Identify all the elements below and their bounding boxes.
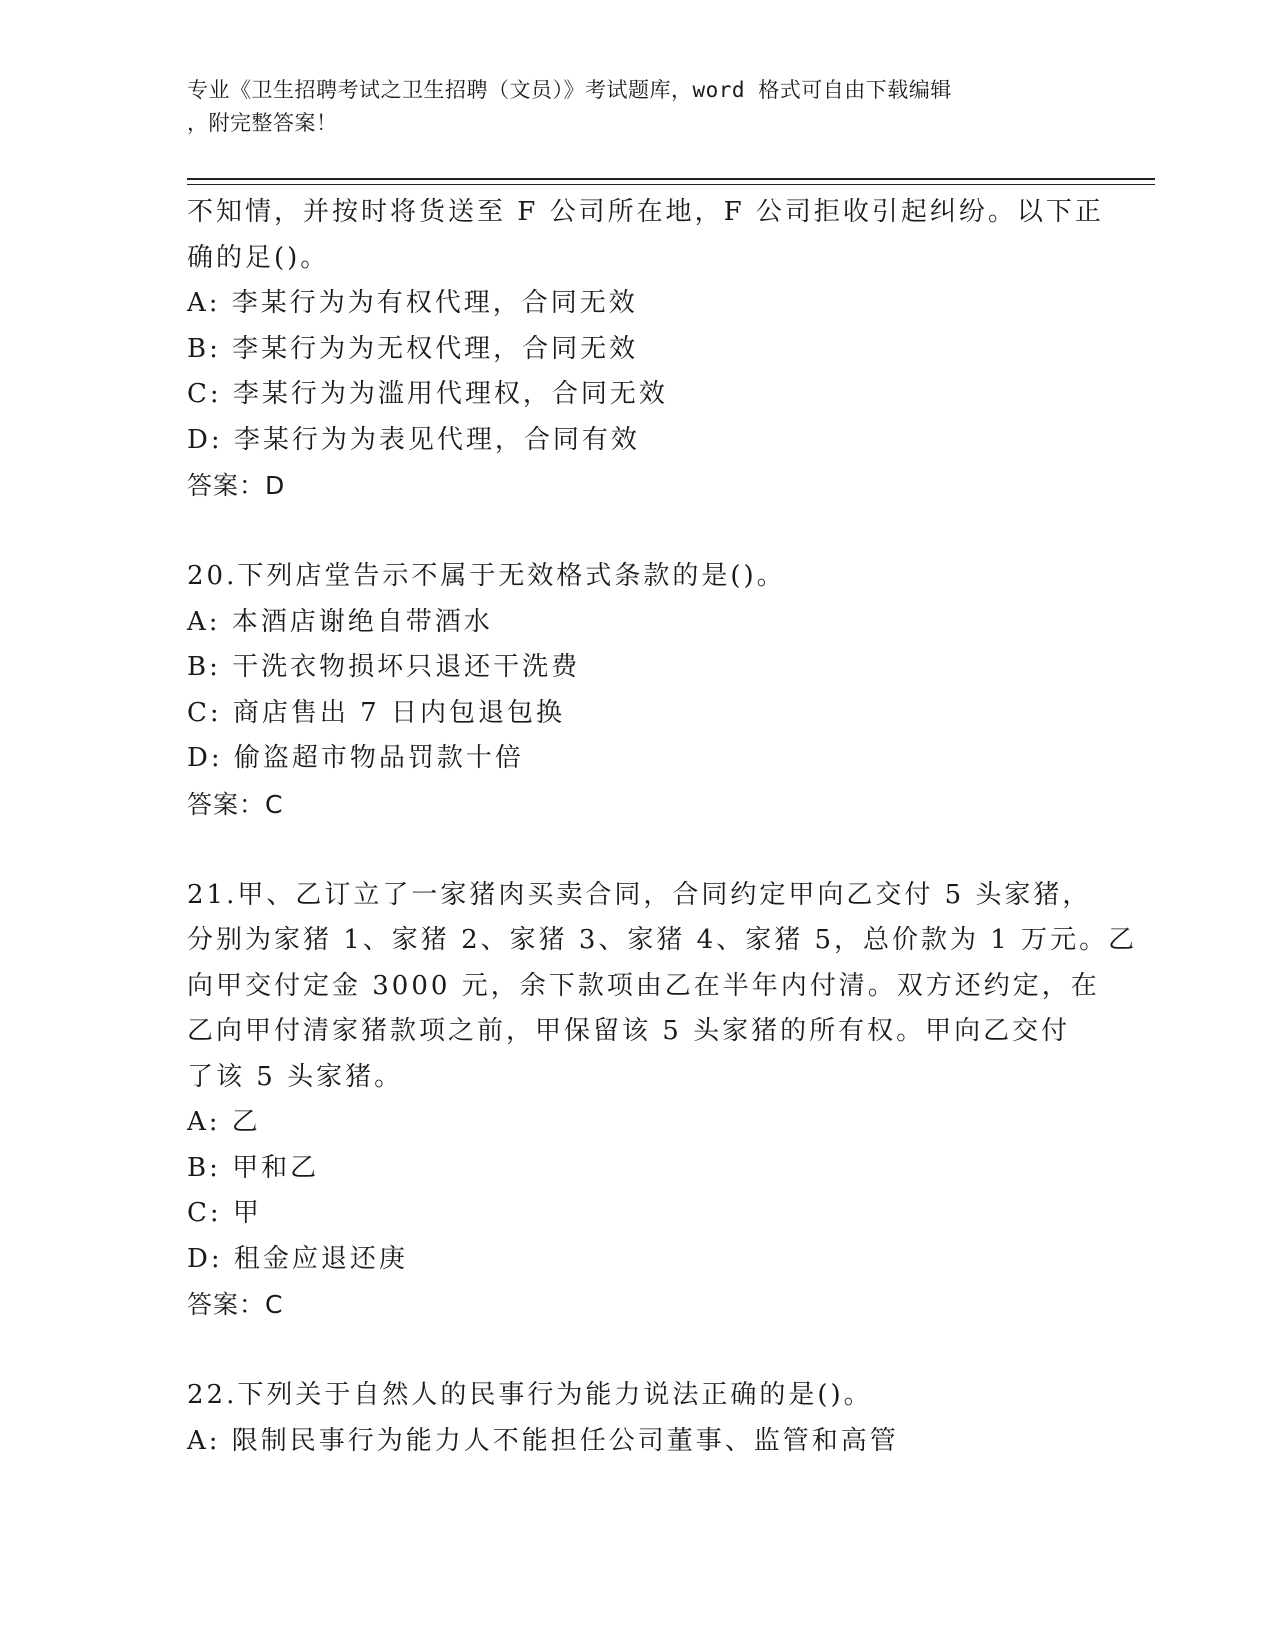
question-stem: 了该 5 头家猪。 <box>187 1061 404 1092</box>
answer-line: 答案：D <box>187 471 286 500</box>
question-21 <box>187 873 1138 1328</box>
option-d: D: 李某行为为表见代理，合同有效 <box>187 424 640 455</box>
question-19 <box>187 190 1107 509</box>
question-22 <box>187 1373 1107 1464</box>
spacer <box>187 1328 1107 1374</box>
question-stem: 20.下列店堂告示不属于无效格式条款的是()。 <box>187 561 786 591</box>
document-header <box>187 74 1087 140</box>
option-a: A: 李某行为为有权代理，合同无效 <box>187 288 638 318</box>
option-d: D: 偷盗超市物品罚款十倍 <box>187 743 524 773</box>
header-divider-thin <box>187 184 1155 185</box>
header-line-2: ，附完整答案！ <box>187 111 338 135</box>
option-d: D: 租金应退还庚 <box>187 1243 408 1274</box>
question-list <box>187 190 1138 1464</box>
option-b: B: 甲和乙 <box>187 1152 320 1183</box>
option-a: A: 限制民事行为能力人不能担任公司董事、监管和高管 <box>187 1425 899 1456</box>
question-stem: 乙向甲付清家猪款项之前，甲保留该 5 头家猪的所有权。甲向乙交付 <box>187 1016 1071 1046</box>
option-c: C: 商店售出 7 日内包退包换 <box>187 697 565 728</box>
question-stem: 22.下列关于自然人的民事行为能力说法正确的是()。 <box>187 1380 873 1410</box>
option-c: C: 甲 <box>187 1198 262 1228</box>
option-b: B: 干洗衣物损坏只退还干洗费 <box>187 652 581 682</box>
question-stem: 分别为家猪 1、家猪 2、家猪 3、家猪 4、家猪 5，总价款为 1 万元。乙 <box>187 925 1138 955</box>
question-stem: 不知情，并按时将货送至 F 公司所在地，F 公司拒收引起纠纷。以下正 <box>187 197 1104 227</box>
spacer <box>187 509 1107 555</box>
option-a: A: 本酒店谢绝自带酒水 <box>187 606 493 637</box>
option-a: A: 乙 <box>187 1107 261 1137</box>
answer-line: 答案：C <box>187 789 284 819</box>
answer-line: 答案：C <box>187 1290 284 1319</box>
question-stem: 向甲交付定金 3000 元，余下款项由乙在半年内付清。双方还约定，在 <box>187 970 1100 1001</box>
question-stem: 确的足()。 <box>187 242 330 273</box>
option-b: B: 李某行为为无权代理，合同无效 <box>187 333 639 364</box>
header-divider-thick <box>187 178 1155 180</box>
option-c: C: 李某行为为滥用代理权，合同无效 <box>187 379 668 409</box>
header-line-1: 专业《卫生招聘考试之卫生招聘（文员）》考试题库，word 格式可自由下载编辑 <box>187 78 952 102</box>
spacer <box>187 827 1107 873</box>
question-stem: 21.甲、乙订立了一家猪肉买卖合同，合同约定甲向乙交付 5 头家猪， <box>187 879 1092 910</box>
question-20 <box>187 554 1107 827</box>
